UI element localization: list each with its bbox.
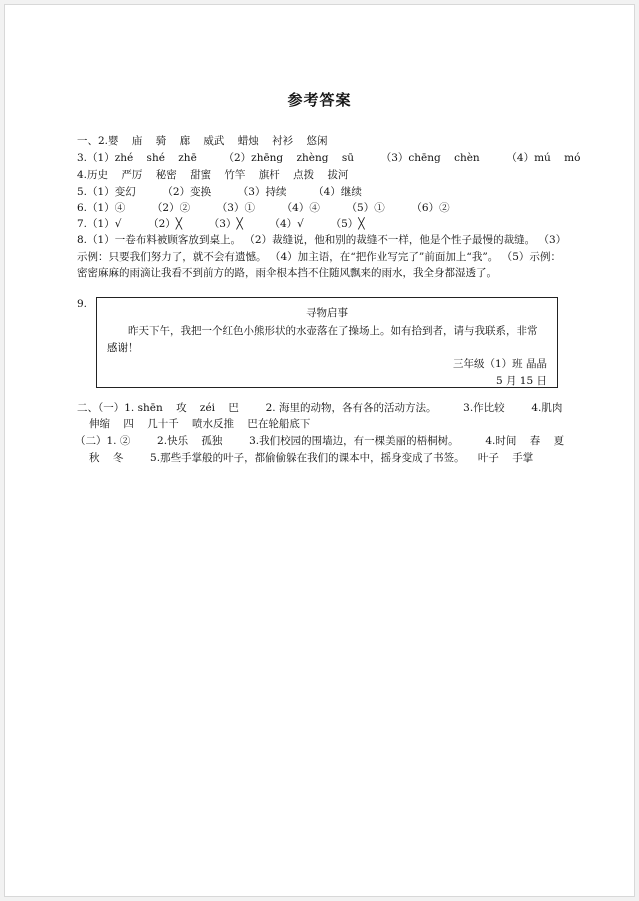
- answer-q7: 7.（1）√ （2）╳ （3）╳ （4）√ （5）╳: [77, 218, 365, 230]
- answer-q8: 8.（1）一卷布料被顾客放到桌上。 （2）裁缝说，他和别的裁缝不一样，他是个性子最慢的裁缝。 （3）示例：只要我们努力了，就不会有遗憾。 （4）加主语，在“把作业写完了”前面加上“我”。 （5）示例：密密麻麻的雨滴让我看不到前方的路，雨伞根本挡不住随风飘来的雨水，我全身都湿透了。: [77, 234, 561, 279]
- notice-heading: 寻物启事: [306, 307, 348, 319]
- answer-q6: 6.（1）④ （2）② （3）① （4）④ （5）① （6）②: [77, 202, 450, 214]
- answer-q2: 一、2.婴 庙 骑 廊 威武 蜡烛 衬衫 悠闲: [77, 135, 328, 147]
- notice-signature: 三年级（1）班 晶晶: [452, 358, 547, 370]
- notice-body: 昨天下午，我把一个红色小熊形状的水壶落在了操场上。如有拾到者，请与我联系，非常感谢！: [107, 325, 538, 354]
- page-title: 参考答案: [287, 91, 352, 109]
- lost-item-notice-box: [96, 297, 558, 388]
- answer-part2-section2-line2: 秋 冬 5.那些手掌般的叶子，都偷偷躲在我们的课本中，摇身变成了书签。 叶子 手掌: [89, 452, 534, 464]
- answer-page: [4, 4, 635, 897]
- answer-q3: 3.（1）zhé shé zhē （2）zhēng zhèng sū （3）chēng chèn （4）mú mó: [77, 152, 581, 164]
- answer-part2-section1-line1: 二、（一）1. shēn 攻 zéi 巴 2. 海里的动物，各有各的活动方法。 3.作比较 4.肌肉: [77, 402, 563, 414]
- answer-q5: 5.（1）变幻 （2）变换 （3）持续 （4）继续: [77, 186, 362, 198]
- answer-part2-section2-line1: （二）1. ② 2.快乐 孤独 3.我们校园的围墙边，有一棵美丽的梧桐树。 4.时间 春 夏: [75, 435, 565, 447]
- answer-part2-section1-line2: 伸缩 四 几十千 喷水反推 巴在轮船底下: [89, 418, 311, 430]
- notice-date: 5 月 15 日: [495, 375, 547, 387]
- answer-q9-number: 9.: [77, 298, 88, 310]
- answer-q4: 4.历史 严厉 秘密 甜蜜 竹竿 旗杆 点拨 拔河: [77, 169, 349, 181]
